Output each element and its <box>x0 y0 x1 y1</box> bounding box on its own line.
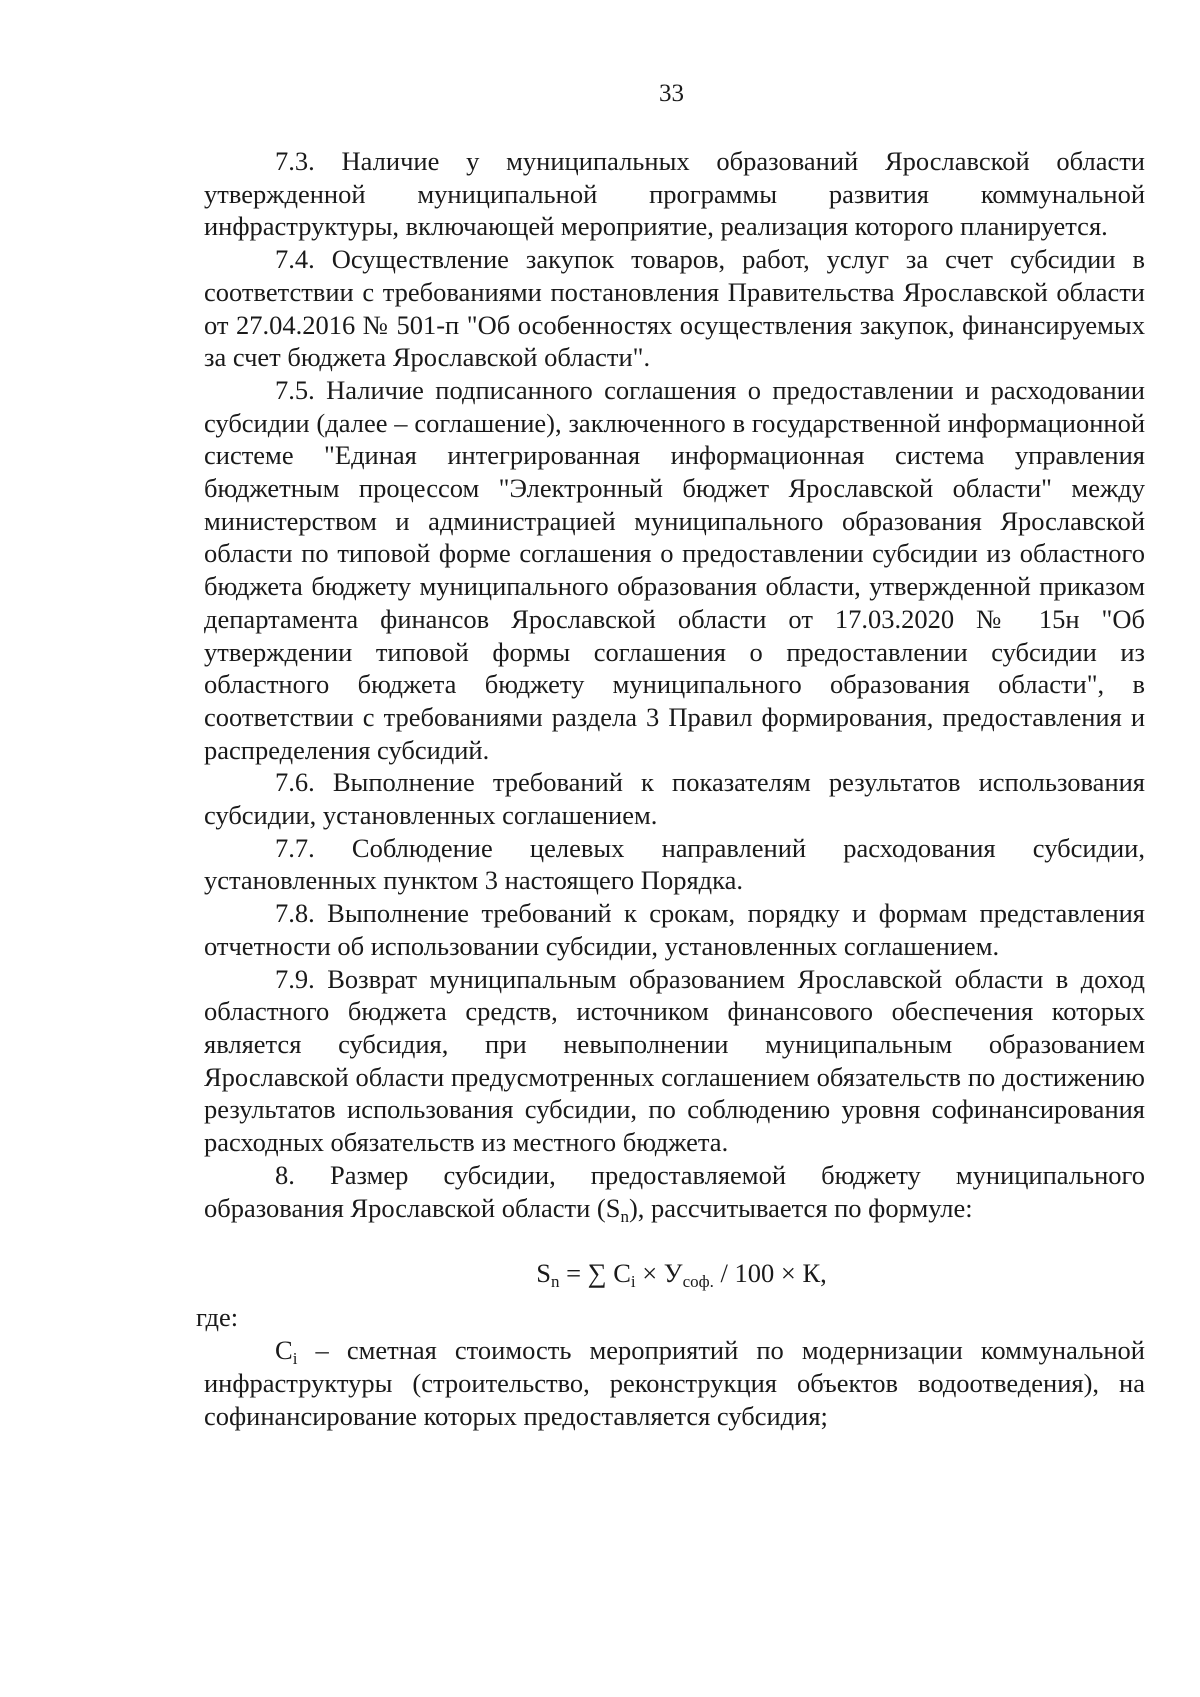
paragraph-8 <box>204 1159 1145 1224</box>
definition-text: – сметная стоимость мероприятий по модернизации коммунальной инфраструктуры (строительство, реконструкция объектов водоотведения), на софинансирование которых предоставляется субсидия; <box>204 1335 1145 1431</box>
formula-lhs-subscript: n <box>550 1272 560 1292</box>
formula-lhs: S <box>536 1258 551 1289</box>
paragraph-7-5: 7.5. Наличие подписанного соглашения о предоставлении и расходовании субсидии (далее – соглашение), заключенного в государственной информационной системе "Единая интегрированная информационная система управления бюджетным процессом "Электронный бюджет Ярославской области" между министерством и администрацией муниципального образования Ярославской области по типовой форме соглашения о предоставлении субсидии из областного бюджета бюджету муниципального образования области, утвержденной приказом департамента финансов Ярославской области от 17.03.2020 № 15н "Об утверждении типовой формы соглашения о предоставлении субсидии из областного бюджета бюджету муниципального образования области", в соответствии с требованиями раздела 3 Правил формирования, предоставления и распределения субсидий. <box>204 374 1145 765</box>
formula-tail: / 100 × К, <box>713 1258 827 1289</box>
definition-symbol: C <box>275 1335 293 1366</box>
formula-sum-part: = ∑ C <box>559 1258 631 1289</box>
paragraph-7-9: 7.9. Возврат муниципальным образованием Ярославской области в доход областного бюджета средств, источником финансового обеспечения которых является субсидия, при невыполнении муниципальным образованием Ярославской области предусмотренных соглашением обязательств по достижению результатов использования субсидии, по соблюдению уровня софинансирования расходных обязательств из местного бюджета. <box>204 963 1145 1158</box>
paragraph-7-8: 7.8. Выполнение требований к срокам, порядку и формам представления отчетности об использовании субсидии, установленных соглашением. <box>204 898 1145 961</box>
document-body <box>196 145 1145 1432</box>
paragraph-7-6: 7.6. Выполнение требований к показателям результатов использования субсидии, установленных соглашением. <box>204 767 1145 831</box>
definition-symbol-subscript: i <box>292 1349 298 1369</box>
page-number: 33 <box>659 80 684 107</box>
paragraph-7-3: 7.3. Наличие у муниципальных образований Ярославской области утвержденной муниципальной программы развития коммунальной инфраструктуры, включающей мероприятие, реализация которого планируется. <box>204 146 1145 242</box>
paragraph-8-subscript: n <box>620 1206 629 1226</box>
formula-multiplier: × У <box>635 1258 683 1289</box>
formula-u-subscript: соф. <box>682 1272 714 1292</box>
paragraph-7-4: 7.4. Осуществление закупок товаров, работ, услуг за счет субсидии в соответствии с требованиями постановления Правительства Ярославской области от 27.04.2016 № 501-п "Об особенностях осуществления закупок, финансируемых за счет бюджета Ярославской области". <box>204 244 1145 373</box>
paragraph-8-text-start: 8. Размер субсидии, предоставляемой бюджету муниципального образования Ярославской области (S <box>204 1159 1145 1223</box>
where-label: где: <box>196 1302 239 1333</box>
paragraph-8-text-end: ), рассчитывается по формуле: <box>628 1192 973 1223</box>
definition-ci <box>204 1334 1145 1432</box>
formula-ci-subscript: i <box>630 1272 636 1292</box>
paragraph-7-7: 7.7. Соблюдение целевых направлений расходования субсидии, установленных пунктом 3 настоящего Порядка. <box>204 832 1145 896</box>
subsidy-formula <box>204 1256 1145 1290</box>
